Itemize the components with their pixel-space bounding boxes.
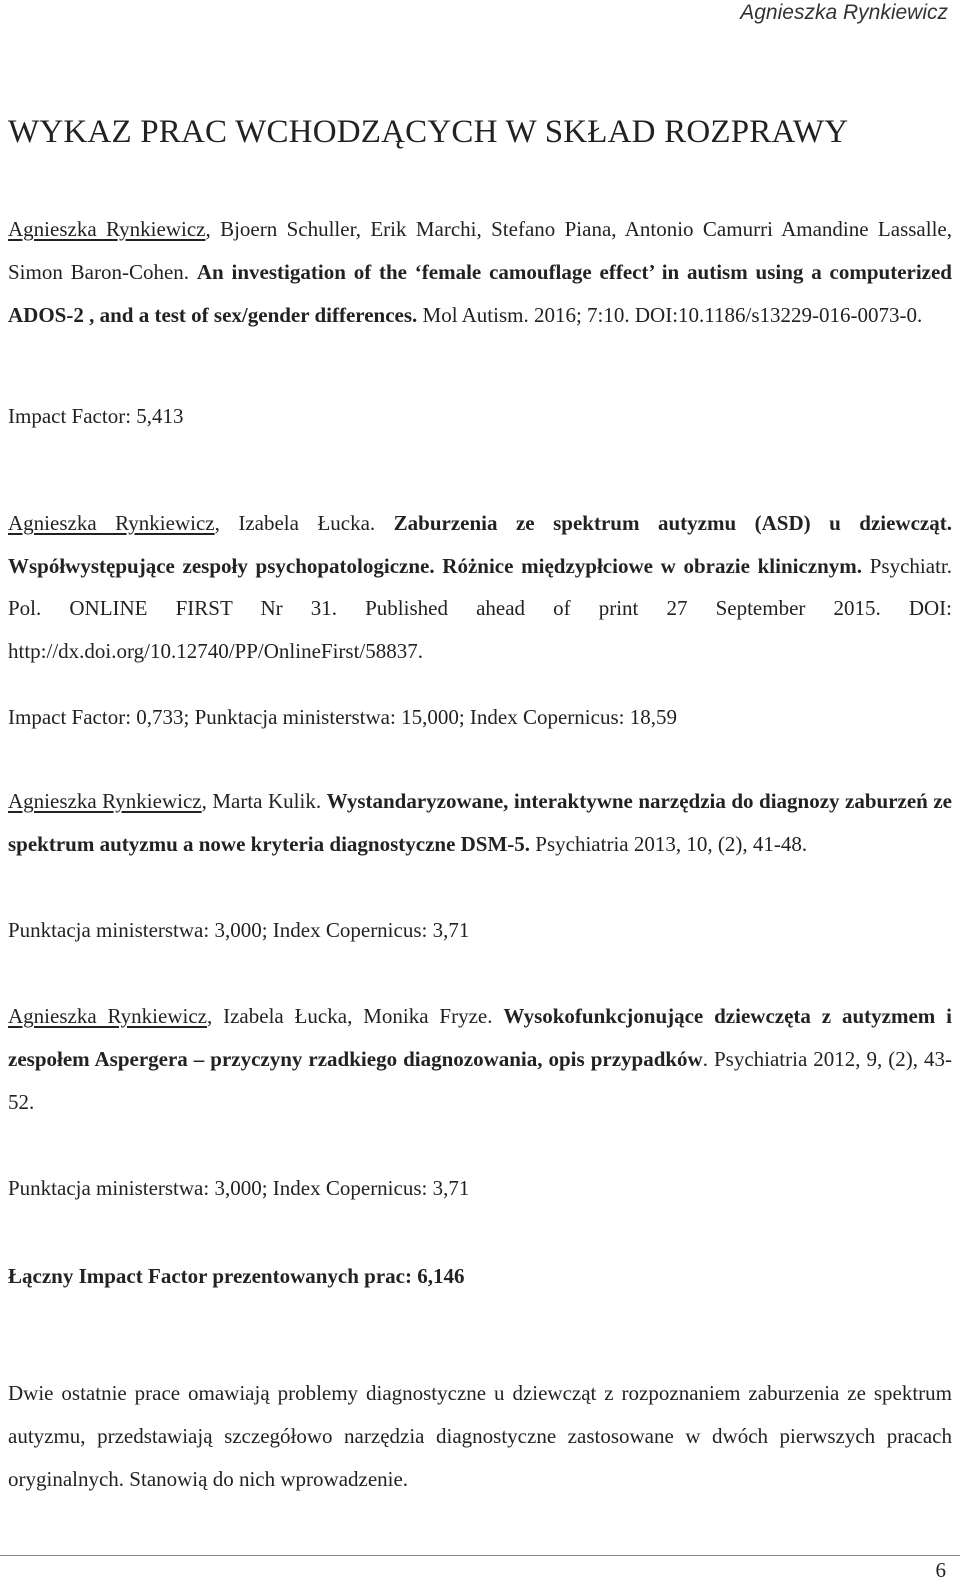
running-header-author: Agnieszka Rynkiewicz <box>740 1 948 24</box>
journal-source: Mol Autism. 2016; 7:10. DOI:10.1186/s13229-016-0073-0. <box>417 303 923 327</box>
coauthors: , Marta Kulik. <box>201 789 327 813</box>
article-title: Wysokofunkcjonujące dziewczęta z autyzmem i zespołem Aspergera – przyczyny rzadkiego diagnozowania, opis przypadków <box>8 1004 952 1071</box>
publication-1-metrics: Impact Factor: 5,413 <box>8 404 184 428</box>
lead-author: Agnieszka Rynkiewicz <box>8 511 215 535</box>
publication-3-metrics: Punktacja ministerstwa: 3,000; Index Copernicus: 3,71 <box>8 918 470 942</box>
page-title: WYKAZ PRAC WCHODZĄCYCH W SKŁAD ROZPRAWY <box>8 114 849 150</box>
coauthors: , Izabela Łucka. <box>214 511 394 535</box>
citation <box>8 208 952 337</box>
article-title: An investigation of the ‘female camouflage effect’ in autism using a computerized ADOS-2 , and a test of sex/gender differences. <box>8 260 952 327</box>
summary-paragraph: Dwie ostatnie prace omawiają problemy diagnostyczne u dziewcząt z rozpoznaniem zaburzenia ze spektrum autyzmu, przedstawiają szczegółowo narzędzia diagnostyczne zastosowane w dwóch pierwszych pracach oryginalnych. Stanowią do nich wprowadzenie. <box>8 1381 952 1491</box>
lead-author: Agnieszka Rynkiewicz <box>8 789 202 813</box>
citation <box>8 502 952 672</box>
citation <box>8 995 952 1124</box>
publication-1 <box>8 208 952 337</box>
journal-source: Psychiatr. Pol. ONLINE FIRST Nr 31. Published ahead of print 27 September 2015. DOI: http://dx.doi.org/10.12740/PP/OnlineFirst/58837. <box>8 553 952 663</box>
page-number: 6 <box>935 1558 946 1582</box>
journal-source: . Psychiatria 2012, 9, (2), 43-52. <box>8 1047 952 1114</box>
publication-4-metrics: Punktacja ministerstwa: 3,000; Index Copernicus: 3,71 <box>8 1176 470 1200</box>
journal-source: Psychiatria 2013, 10, (2), 41-48. <box>530 832 808 856</box>
total-impact-factor: Łączny Impact Factor prezentowanych prac: 6,146 <box>8 1264 465 1288</box>
citation <box>8 780 952 866</box>
lead-author: Agnieszka Rynkiewicz <box>8 217 206 241</box>
publication-2-metrics: Impact Factor: 0,733; Punktacja ministerstwa: 15,000; Index Copernicus: 18,59 <box>8 705 677 729</box>
lead-author: Agnieszka Rynkiewicz <box>8 1004 207 1028</box>
publication-4 <box>8 995 952 1124</box>
article-title: Wystandaryzowane, interaktywne narzędzia do diagnozy zaburzeń ze spektrum autyzmu a nowe kryteria diagnostyczne DSM-5. <box>8 789 953 856</box>
publication-3 <box>8 780 952 866</box>
publication-2 <box>8 502 952 672</box>
footer-divider <box>0 1555 960 1556</box>
coauthors: , Bjoern Schuller, Erik Marchi, Stefano Piana, Antonio Camurri Amandine Lassalle, Simon Baron-Cohen. <box>8 217 952 284</box>
coauthors: , Izabela Łucka, Monika Fryze. <box>206 1004 504 1028</box>
article-title: Zaburzenia ze spektrum autyzmu (ASD) u dziewcząt. Współwystępujące zespoły psychopatologiczne. Różnice międzypłciowe w obrazie klinicznym. <box>8 511 952 578</box>
